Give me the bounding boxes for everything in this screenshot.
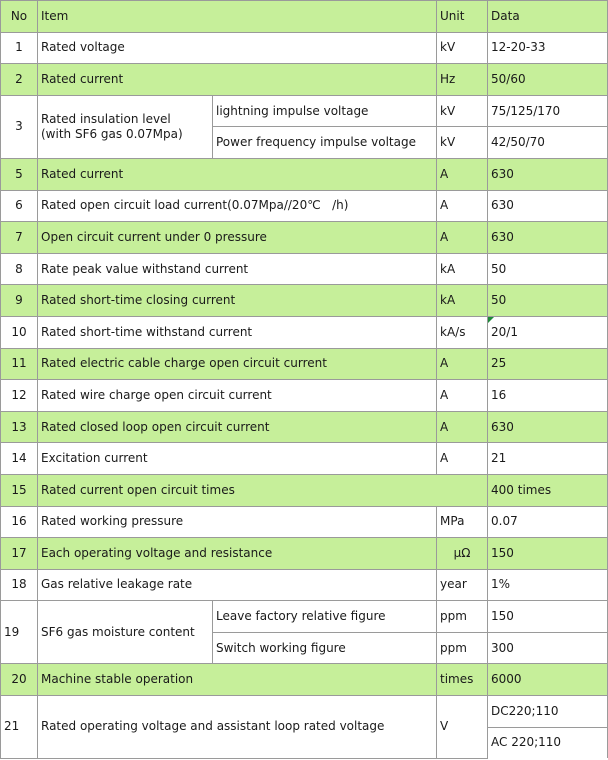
row-unit: kV xyxy=(437,32,488,64)
row-no: 12 xyxy=(1,380,38,412)
row-data: 6000 xyxy=(488,664,608,696)
row-data: 150 xyxy=(488,601,608,633)
row-no: 18 xyxy=(1,569,38,601)
row-no: 15 xyxy=(1,474,38,506)
row-unit: kA/s xyxy=(437,316,488,348)
table-row xyxy=(1,443,608,475)
row-data: 25 xyxy=(488,348,608,380)
table-row xyxy=(1,190,608,222)
row-no: 13 xyxy=(1,411,38,443)
row-no: 2 xyxy=(1,64,38,96)
row-no: 11 xyxy=(1,348,38,380)
row-data: AC 220;110 xyxy=(488,727,608,758)
row-data: 630 xyxy=(488,411,608,443)
row-data: 50/60 xyxy=(488,64,608,96)
row-data: 21 xyxy=(488,443,608,475)
header-item: Item xyxy=(38,1,437,33)
row-unit: V xyxy=(437,696,488,759)
row-unit: times xyxy=(437,664,488,696)
row-item: Rated current open circuit times xyxy=(38,474,488,506)
row-item: Rated closed loop open circuit current xyxy=(38,411,437,443)
row-subitem: Leave factory relative figure xyxy=(213,601,437,633)
row-data: 0.07 xyxy=(488,506,608,538)
table-row xyxy=(1,158,608,190)
row-item: Rated insulation level (with SF6 gas 0.07Mpa) xyxy=(38,95,213,158)
row-data: 400 times xyxy=(488,474,608,506)
row-no: 17 xyxy=(1,538,38,570)
row-unit: A xyxy=(437,222,488,254)
row-data: 20/1 xyxy=(491,324,518,339)
row-unit: kV xyxy=(437,127,488,159)
row-unit: ppm xyxy=(437,601,488,633)
row-data: 12-20-33 xyxy=(488,32,608,64)
header-data: Data xyxy=(488,1,608,33)
row-item: Each operating voltage and resistance xyxy=(38,538,437,570)
row-no: 6 xyxy=(1,190,38,222)
header-unit: Unit xyxy=(437,1,488,33)
row-unit: MPa xyxy=(437,506,488,538)
header-no: No xyxy=(1,1,38,33)
row-no: 8 xyxy=(1,253,38,285)
table-row xyxy=(1,664,608,696)
row-no: 7 xyxy=(1,222,38,254)
row-item: Rated electric cable charge open circuit current xyxy=(38,348,437,380)
row-no: 19 xyxy=(1,601,38,664)
row-data: DC220;110 xyxy=(488,696,608,728)
row-unit: Hz xyxy=(437,64,488,96)
row-item: Rated current xyxy=(38,158,437,190)
table-row xyxy=(1,253,608,285)
row-data: 42/50/70 xyxy=(488,127,608,159)
row-unit: kA xyxy=(437,253,488,285)
table-row xyxy=(1,601,608,633)
row-no: 10 xyxy=(1,316,38,348)
row-subitem: lightning impulse voltage xyxy=(213,95,437,127)
row-unit: kA xyxy=(437,285,488,317)
cell-comment-indicator xyxy=(488,317,494,323)
row-data-cell xyxy=(488,316,608,348)
table-row xyxy=(1,380,608,412)
row-item: Rated working pressure xyxy=(38,506,437,538)
row-item: SF6 gas moisture content xyxy=(38,601,213,664)
row-no: 9 xyxy=(1,285,38,317)
row-data: 50 xyxy=(488,253,608,285)
table-header-row xyxy=(1,1,608,33)
row-no: 1 xyxy=(1,32,38,64)
table-row xyxy=(1,569,608,601)
table-row xyxy=(1,506,608,538)
row-item: Machine stable operation xyxy=(38,664,437,696)
row-data: 300 xyxy=(488,632,608,664)
row-item: Rated voltage xyxy=(38,32,437,64)
row-subitem: Switch working figure xyxy=(213,632,437,664)
row-data: 75/125/170 xyxy=(488,95,608,127)
row-item: Rated operating voltage and assistant loop rated voltage xyxy=(38,696,437,759)
row-data: 1% xyxy=(488,569,608,601)
row-unit: A xyxy=(437,348,488,380)
table-row xyxy=(1,285,608,317)
row-item: Rated short-time withstand current xyxy=(38,316,437,348)
row-unit: year xyxy=(437,569,488,601)
table-row xyxy=(1,95,608,127)
row-item: Open circuit current under 0 pressure xyxy=(38,222,437,254)
row-unit: A xyxy=(437,443,488,475)
row-unit: μΩ xyxy=(437,538,488,570)
table-row xyxy=(1,316,608,348)
row-data: 16 xyxy=(488,380,608,412)
table-row xyxy=(1,411,608,443)
row-no: 16 xyxy=(1,506,38,538)
table-row xyxy=(1,348,608,380)
row-no: 20 xyxy=(1,664,38,696)
row-unit: A xyxy=(437,158,488,190)
row-item: Rated wire charge open circuit current xyxy=(38,380,437,412)
row-unit: ppm xyxy=(437,632,488,664)
row-unit: A xyxy=(437,411,488,443)
row-no: 3 xyxy=(1,95,38,158)
table-row xyxy=(1,474,608,506)
table-row xyxy=(1,222,608,254)
row-item: Rated open circuit load current(0.07Mpa//20℃ /h) xyxy=(38,190,437,222)
row-data: 150 xyxy=(488,538,608,570)
table-row xyxy=(1,696,608,728)
row-data: 630 xyxy=(488,158,608,190)
row-item: Rated current xyxy=(38,64,437,96)
row-item: Rated short-time closing current xyxy=(38,285,437,317)
row-no: 5 xyxy=(1,158,38,190)
row-unit: A xyxy=(437,190,488,222)
row-subitem: Power frequency impulse voltage xyxy=(213,127,437,159)
row-item: Excitation current xyxy=(38,443,437,475)
row-data: 630 xyxy=(488,222,608,254)
row-no: 14 xyxy=(1,443,38,475)
row-no: 21 xyxy=(1,696,38,759)
row-unit: A xyxy=(437,380,488,412)
row-unit: kV xyxy=(437,95,488,127)
row-item: Gas relative leakage rate xyxy=(38,569,437,601)
row-item: Rate peak value withstand current xyxy=(38,253,437,285)
row-data: 630 xyxy=(488,190,608,222)
table-row xyxy=(1,538,608,570)
table-row xyxy=(1,64,608,96)
table-row xyxy=(1,32,608,64)
row-data: 50 xyxy=(488,285,608,317)
